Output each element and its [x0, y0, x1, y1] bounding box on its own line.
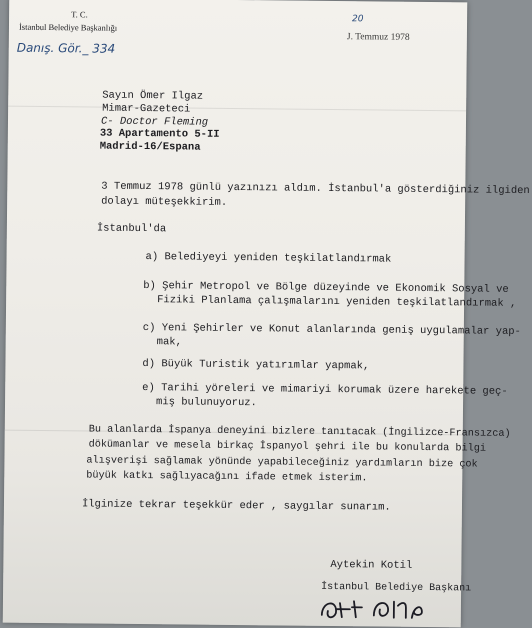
letterhead-institution: İstanbul Belediye Başkanlığı: [18, 21, 118, 33]
signatory-name: Aytekin Kotil: [330, 559, 413, 572]
signatory-title: İstanbul Belediye Başkanı: [321, 581, 472, 595]
recipient-apartment: 33 Apartamento 5-II: [99, 127, 220, 141]
intro-line-1: 3 Temmuz 1978 günlü yazınızı aldım. İstanbul'a gösterdiğiniz ilgiden: [101, 180, 530, 198]
istanbul-label: İstanbul'da: [96, 222, 167, 236]
handwritten-date: 20: [352, 14, 364, 25]
paragraph-2-line-3: alışverişi sağlamak yönünde yapabileceğiniz yardımların bize çok: [86, 455, 478, 471]
intro-line-2: dolayı müteşekkirim.: [101, 195, 228, 209]
list-item-c-line-1: c) Yeni Şehirler ve Konut alanlarında geniş uygulamalar yap-: [142, 322, 521, 338]
list-item-d: d) Büyük Turistik yatırımlar yapmak,: [142, 358, 370, 373]
handwritten-reference: Danış. Gör._ 334: [16, 40, 116, 56]
list-item-b-line-2: Fiziki Planlama çalışmalarını yeniden teşkilatlandırmak ,: [157, 294, 517, 310]
letter-date: J. Temmuz 1978: [346, 32, 410, 43]
recipient-street: C- Doctor Fleming: [100, 115, 209, 129]
recipient-profession: Mimar-Gazeteci: [102, 102, 191, 116]
list-item-b-line-1: b) Şehir Metropol ve Bölge düzeyinde ve Ekonomik Sosyal ve: [143, 280, 509, 296]
paper-fold: [8, 106, 466, 112]
recipient-city: Madrid-16/Espana: [99, 140, 201, 154]
list-item-e-line-1: e) Tarihi yöreleri ve mimariyi korumak üzere harekete geç-: [142, 382, 508, 398]
recipient-name: Sayın Ömer Ilgaz: [102, 89, 204, 103]
list-item-e-line-2: miş bulunuyoruz.: [155, 396, 257, 410]
paragraph-2-line-1: Bu alanlarda İspanya deneyini bizlere tanıtacak (İngilizce-Fransızca): [88, 424, 511, 440]
closing-line: İlginize tekrar teşekkür eder , saygılar sunarım.: [81, 498, 391, 514]
letterhead-tc: T. C.: [71, 9, 88, 20]
handwritten-signature: [318, 593, 428, 624]
paragraph-2-line-4: büyük katkı sağlıyacağını ifade etmek isterim.: [86, 470, 368, 485]
letter-page: [3, 0, 530, 627]
list-item-a: a) Belediyeyi yeniden teşkilatlandırmak: [145, 251, 392, 266]
list-item-c-line-2: mak,: [156, 336, 182, 349]
paragraph-2-line-2: dökümanlar ve mesela birkaç İspanyol şehri ile bu konularda bilgi: [88, 439, 487, 455]
